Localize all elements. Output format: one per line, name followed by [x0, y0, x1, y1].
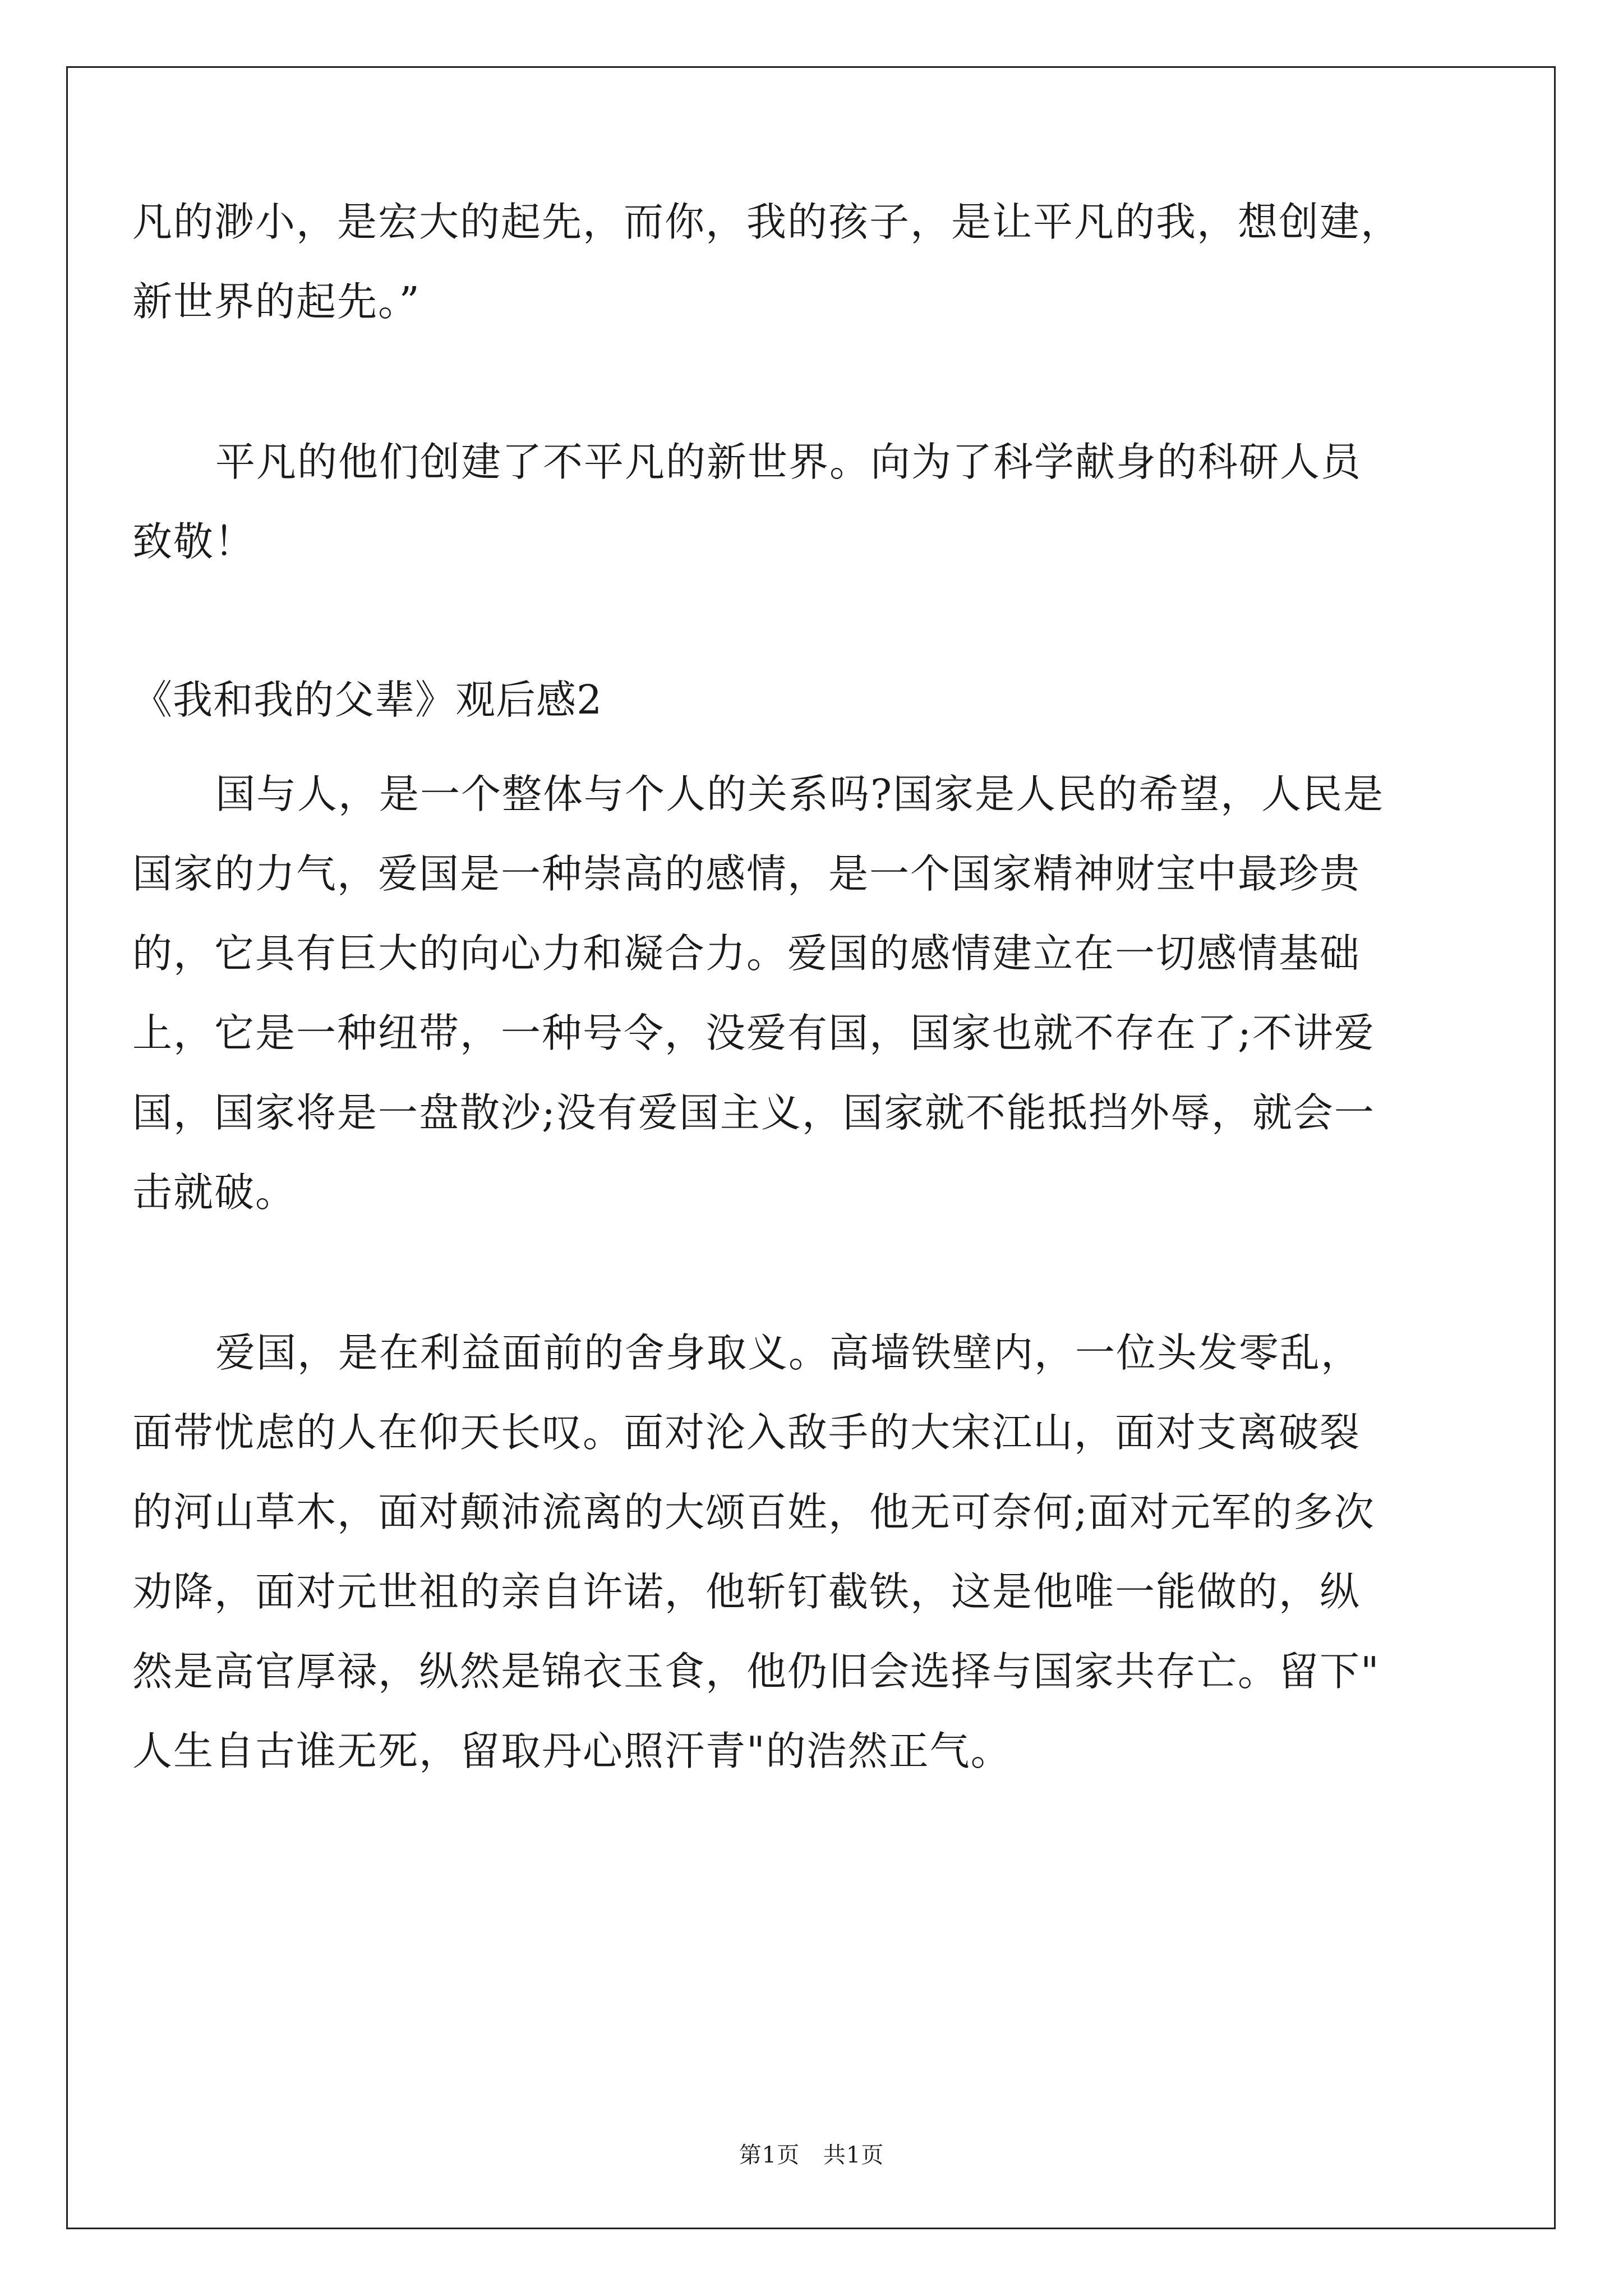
text-line: 面带忧虑的人在仰天长叹。面对沦入敌手的大宋江山，面对支离破裂 [132, 1409, 1361, 1456]
section-heading: 《我和我的父辈》观后感2 [132, 677, 603, 723]
text-line: 击就破。 [132, 1169, 297, 1216]
text-line: 新世界的起先。” [132, 278, 421, 325]
text-line: 然是高官厚禄，纵然是锦衣玉食，他仍旧会选择与国家共存亡。留下" [132, 1648, 1380, 1695]
text-line: 平凡的他们创建了不平凡的新世界。向为了科学献身的科研人员 [215, 439, 1362, 485]
page-total: 共1页 [823, 2142, 884, 2168]
page-border [66, 66, 1556, 2229]
text-line: 爱国，是在利益面前的舍身取义。高墙铁壁内，一位头发零乱， [215, 1329, 1362, 1376]
text-line: 国，国家将是一盘散沙;没有爱国主义，国家就不能抵挡外辱，就会一 [132, 1089, 1375, 1136]
text-line: 人生自古谁无死，留取丹心照汗青"的浩然正气。 [132, 1728, 1012, 1774]
text-line: 的河山草木，面对颠沛流离的大颂百姓，他无可奈何;面对元军的多次 [132, 1489, 1375, 1535]
page-footer [0, 2137, 1623, 2169]
text-line: 国与人，是一个整体与个人的关系吗?国家是人民的希望，人民是 [215, 771, 1385, 817]
text-line: 的，它具有巨大的向心力和凝合力。爱国的感情建立在一切感情基础 [132, 930, 1361, 977]
text-line: 凡的渺小，是宏大的起先，而你，我的孩子，是让平凡的我，想创建， [132, 199, 1402, 245]
page-number: 第1页 [739, 2142, 800, 2168]
text-line: 上，它是一种纽带，一种号令，没爱有国，国家也就不存在了;不讲爱 [132, 1010, 1375, 1056]
text-line: 国家的力气，爱国是一种崇高的感情，是一个国家精神财宝中最珍贵 [132, 850, 1361, 897]
text-line: 致敬！ [132, 518, 256, 565]
text-line: 劝降，面对元世祖的亲自许诺，他斩钉截铁，这是他唯一能做的，纵 [132, 1568, 1361, 1615]
